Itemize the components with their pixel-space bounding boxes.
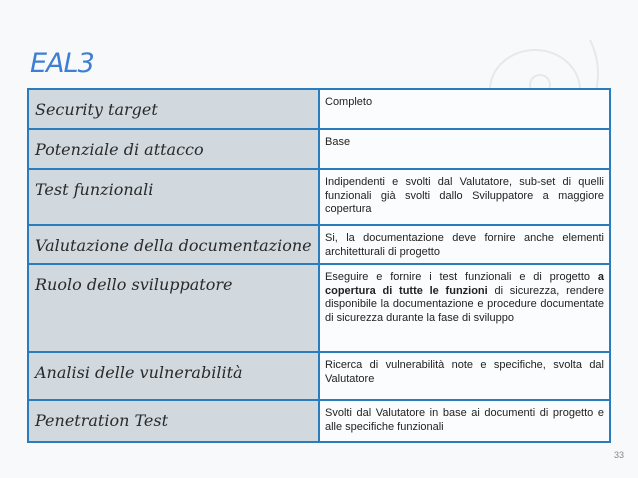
- row-label: Valutazione della documentazione: [28, 225, 319, 264]
- value-text: di sicurezza, rendere disponibile la documentazione e procedure documentate di sicurezza durante la fase di sviluppo: [325, 284, 604, 324]
- row-label: Ruolo dello sviluppatore: [28, 264, 319, 352]
- row-label: Penetration Test: [28, 400, 319, 442]
- row-value: Base: [319, 129, 610, 169]
- row-value: Si, la documentazione deve fornire anche elementi architetturali di progetto: [319, 225, 610, 264]
- row-value: Svolti dal Valutatore in base ai documenti di progetto e alle specifiche funzionali: [319, 400, 610, 442]
- eal3-table: [27, 88, 611, 443]
- table-row: [28, 169, 610, 225]
- value-text: Eseguire e fornire i test funzionali e di progetto: [325, 271, 598, 283]
- table-row: [28, 129, 610, 169]
- row-label: Test funzionali: [28, 169, 319, 225]
- table-row: [28, 264, 610, 352]
- row-value: [319, 264, 610, 352]
- page-number: 33: [613, 450, 624, 460]
- row-label: Potenziale di attacco: [28, 129, 319, 169]
- slide-title: EAL3: [30, 48, 94, 79]
- row-value: Ricerca di vulnerabilità note e specifiche, svolta dal Valutatore: [319, 352, 610, 400]
- row-label: Analisi delle vulnerabilità: [28, 352, 319, 400]
- row-label: Security target: [28, 89, 319, 129]
- row-value: Completo: [319, 89, 610, 129]
- row-value: Indipendenti e svolti dal Valutatore, sub-set di quelli funzionali già svolti dallo Sviluppatore a maggiore copertura: [319, 169, 610, 225]
- table-row: [28, 89, 610, 129]
- table-row: [28, 400, 610, 442]
- table-row: [28, 352, 610, 400]
- table-row: [28, 225, 610, 264]
- value-bold-text: a copertura di tutte le funzioni: [325, 271, 604, 297]
